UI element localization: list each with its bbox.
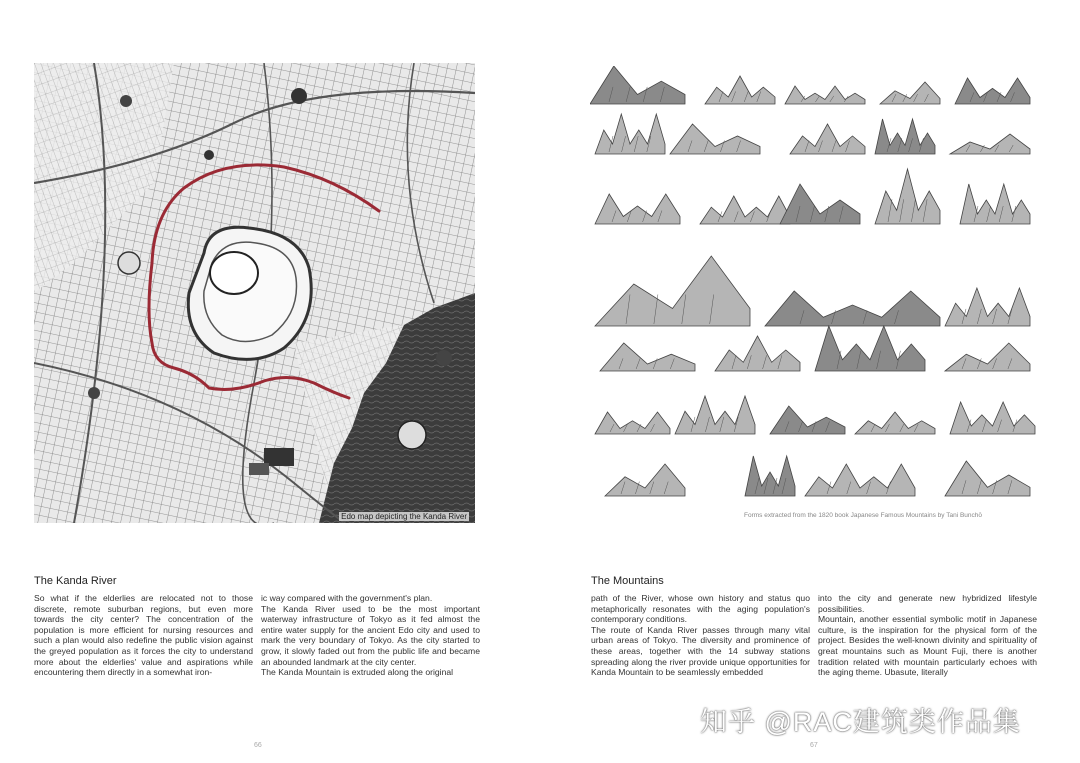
mountain-sketch — [950, 134, 1030, 154]
mountain-sketch — [605, 464, 685, 496]
mountain-sketch — [700, 196, 790, 224]
paragraph: ic way compared with the government's plan. — [261, 593, 433, 603]
mountain-sketch — [855, 412, 935, 434]
mountain-sketch — [745, 456, 795, 496]
mountain-sketch — [595, 412, 670, 434]
edo-map-drawing — [34, 63, 475, 523]
mountain-sketch — [715, 336, 800, 371]
watermark: 知乎 @RAC建筑类作品集 — [700, 707, 1021, 737]
figure-caption: Forms extracted from the 1820 book Japanese Famous Mountains by Tani Bunchō — [744, 512, 982, 519]
paragraph: into the city and generate new hybridized lifestyle possibilities. — [818, 593, 1037, 614]
mountain-sketch — [945, 288, 1030, 326]
map-caption: Edo map depicting the Kanda River — [341, 512, 467, 521]
mountain-sketch — [765, 291, 940, 326]
mountain-sketch — [770, 406, 845, 434]
mountain-sketch — [960, 184, 1030, 224]
mountain-forms-figure — [590, 66, 1040, 506]
paragraph: The Kanda Mountain is extruded along the original — [261, 667, 454, 678]
mountain-sketch — [595, 256, 750, 326]
mountain-sketch — [945, 461, 1030, 496]
mountain-sketch — [590, 66, 685, 104]
paragraph: Mountain, another essential symbolic motif in Japanese culture, is the inspiration for the physical form of the project. Besides the well-known divinity and spirituality of great mountains such as Mount Fuji, there is another tradition related with mountain particularly echoes with the aging theme. Ubasute, literally — [818, 614, 1037, 678]
paragraph: The Kanda River used to be the most important waterway infrastructure of Tokyo as it fed almost the entire water supply for the ancient Edo city and used to mark the very boundary of Tokyo. As the city started to grow, it slowly faded out from the public life and became an abounded landmark at the city center. — [261, 603, 480, 667]
mountain-sketch — [875, 119, 935, 154]
mountain-sketch — [790, 124, 865, 154]
paragraph: So what if the elderlies are relocated not to those discrete, remote suburban regions, but even more towards the city center? The concentration of the population is more efficient for nursing resources and such a plan would also redefine the public vision against the greyed population as it forces the city to understand more about the elderlies' value and aspirations while encountering them directly in a somewhat iron- — [34, 593, 253, 678]
page-number-right: 67 — [810, 742, 818, 749]
mountains-heading: The Mountains — [591, 575, 664, 587]
paragraph: The route of Kanda River passes through many vital urban areas of Tokyo. The diversity and prominence of these areas, together with the 14 subway stations spreading along the river provide unique opportunities for Kanda Mountain to be seamlessly embedded — [591, 624, 810, 678]
right-page-column-1 — [591, 593, 810, 678]
mountain-sketch — [945, 343, 1030, 371]
mountain-sketch — [955, 78, 1030, 104]
paragraph: path of the River, whose own history and status quo metaphorically resonates with the aging population's contemporary conditions. — [591, 593, 810, 625]
mountain-sketch — [780, 184, 860, 224]
mountain-sketch — [880, 82, 940, 104]
mountain-sketch — [875, 169, 940, 224]
mountain-sketch — [595, 114, 665, 154]
right-page-column-2 — [818, 593, 1037, 678]
page-number-left: 66 — [254, 742, 262, 749]
mountain-sketch — [785, 86, 865, 104]
left-page-column-1 — [34, 593, 253, 678]
kanda-river-heading: The Kanda River — [34, 575, 117, 587]
mountain-sketch — [595, 194, 680, 224]
left-page-column-2 — [261, 593, 480, 678]
edo-map-figure — [34, 63, 475, 523]
mountain-sketch — [950, 402, 1035, 434]
mountain-sketch — [705, 76, 775, 104]
mountain-sketch — [815, 326, 925, 371]
mountain-sketch — [600, 343, 695, 371]
mountain-forms-drawing — [590, 66, 1040, 506]
mountain-sketch — [670, 124, 760, 154]
mountain-sketch — [805, 464, 915, 496]
mountain-sketch — [675, 396, 755, 434]
